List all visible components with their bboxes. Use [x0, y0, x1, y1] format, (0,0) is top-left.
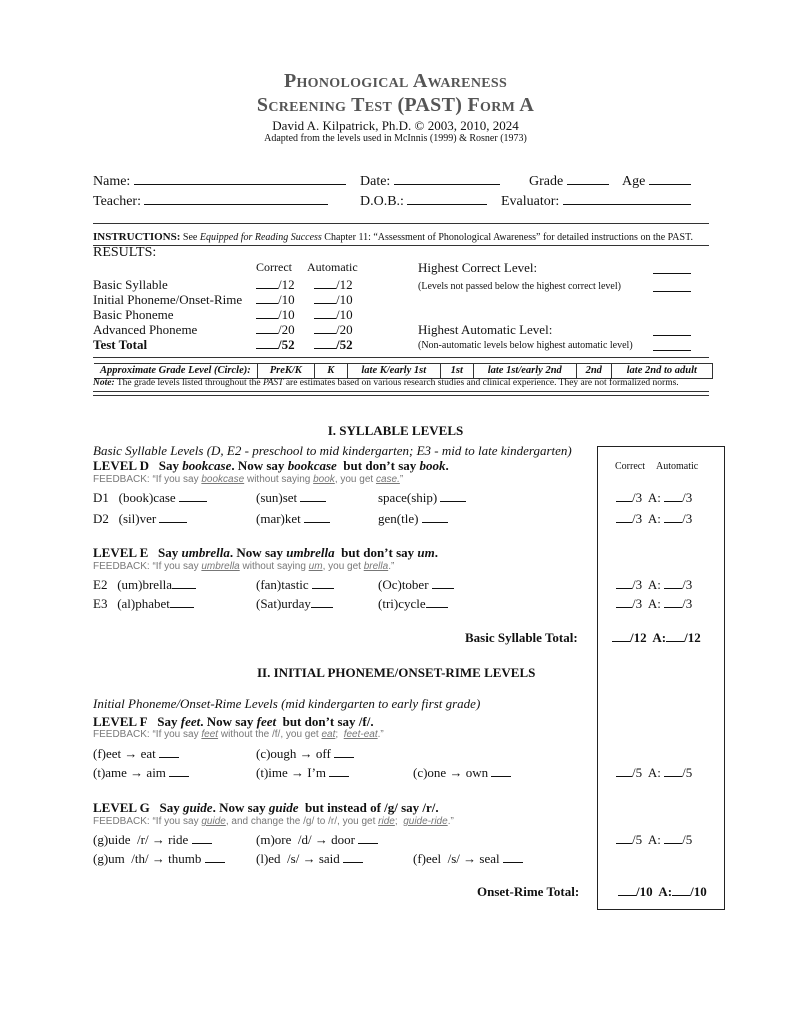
item-cell[interactable]: (fan)tastic [256, 577, 334, 593]
item-cell[interactable]: (l)ed /s/ → said [256, 851, 363, 867]
level-g-feedback: FEEDBACK: “If you say guide, and change the /g/ to /r/, you get ride; guide-ride.” [93, 816, 454, 827]
divider [93, 245, 709, 246]
section-1-heading: I. SYLLABLE LEVELS [327, 423, 464, 438]
adapted-line: Adapted from the levels used in McInnis (1999) & Rosner (1973) [264, 133, 527, 144]
highest-correct-note: (Levels not passed below the highest correct level) [418, 281, 621, 292]
item-cell[interactable]: (c)one → own [413, 765, 511, 781]
results-row-name: Basic Syllable [93, 277, 168, 292]
item-score[interactable]: /3 A: /3 [616, 511, 692, 527]
item-cell[interactable]: (mar)ket [256, 511, 330, 527]
item-row: D2 (sil)ver [93, 511, 187, 527]
item-cell[interactable]: (t)ame → aim [93, 765, 189, 781]
date-field[interactable]: Date: [360, 173, 500, 190]
highest-correct-label: Highest Correct Level: [418, 260, 538, 275]
teacher-field[interactable]: Teacher: [93, 193, 328, 210]
highest-correct-blank[interactable] [653, 262, 691, 274]
results-correct-score[interactable]: /10 [256, 307, 295, 323]
results-auto-score[interactable]: /10 [314, 307, 353, 323]
evaluator-field[interactable]: Evaluator: [501, 193, 691, 210]
score-col-automatic: Automatic [656, 461, 699, 472]
author-line: David A. Kilpatrick, Ph.D. © 2003, 2010, 2024 [272, 118, 519, 133]
grade-field[interactable]: Grade [529, 173, 609, 190]
title-line-1: Phonological Awareness [283, 70, 508, 92]
results-row-name: Basic Phoneme [93, 307, 174, 322]
results-correct-score[interactable]: /52 [256, 337, 295, 353]
grade-level-label: Approximate Grade Level (Circle): [94, 363, 257, 379]
item-cell[interactable]: (f)eet → eat [93, 746, 179, 762]
results-auto-score[interactable]: /52 [314, 337, 353, 353]
grade-option[interactable]: late 2nd to adult [612, 363, 713, 379]
results-col-correct: Correct [256, 260, 292, 274]
title-line-2: Screening Test (PAST) Form A [256, 94, 535, 116]
grade-option[interactable]: 2nd [577, 363, 612, 379]
level-f-feedback: FEEDBACK: “If you say feet without the /f/, you get eat; feet-eat.” [93, 729, 384, 740]
item-row: E3 (al)phabet [93, 596, 194, 612]
item-row: D1 (book)case [93, 490, 207, 506]
item-cell[interactable]: (m)ore /d/ → door [256, 832, 378, 848]
divider [93, 395, 709, 396]
highest-correct-blank[interactable] [653, 280, 691, 292]
grade-option[interactable]: late K/early 1st [348, 363, 441, 379]
item-cell[interactable]: gen(tle) [378, 511, 448, 527]
results-auto-score[interactable]: /12 [314, 277, 353, 293]
item-cell[interactable]: (f)eel /s/ → seal [413, 851, 523, 867]
grade-option[interactable]: late 1st/early 2nd [474, 363, 577, 379]
divider [93, 357, 709, 358]
grade-option[interactable]: PreK/K [257, 363, 315, 379]
item-cell[interactable]: (g)um /th/ → thumb [93, 851, 225, 867]
section-2-heading: II. INITIAL PHONEME/ONSET-RIME LEVELS [257, 665, 536, 680]
results-correct-score[interactable]: /20 [256, 322, 295, 338]
note-line: Note: The grade levels listed throughout the PAST are estimates based on various research studies and clinical experience. They are not formalized norms. [93, 378, 679, 388]
item-cell[interactable]: (sun)set [256, 490, 326, 506]
divider [93, 223, 709, 224]
results-row-name: Advanced Phoneme [93, 322, 198, 337]
dob-field[interactable]: D.O.B.: [360, 193, 487, 210]
level-d-instruction: LEVEL D Say bookcase. Now say bookcase but don’t say book. [93, 458, 449, 473]
results-auto-score[interactable]: /20 [314, 322, 353, 338]
results-row-name: Test Total [93, 337, 148, 352]
level-d-feedback: FEEDBACK: “If you say bookcase without saying book, you get case.” [93, 474, 404, 485]
basic-syllable-total-label: Basic Syllable Total: [465, 630, 578, 645]
highest-auto-label: Highest Automatic Level: [418, 322, 553, 337]
onset-rime-total-score[interactable]: /10 A: /10 [618, 884, 707, 900]
results-label: RESULTS: [93, 245, 157, 260]
section-1-subheading: Basic Syllable Levels (D, E2 - preschool to mid kindergarten; E3 - mid to late kindergarten) [93, 443, 572, 458]
age-field[interactable]: Age [622, 173, 691, 190]
basic-syllable-total-score[interactable]: /12 A: /12 [612, 630, 701, 646]
score-col-correct: Correct [615, 461, 645, 472]
item-score[interactable]: /3 A: /3 [616, 596, 692, 612]
level-f-score[interactable]: /5 A: /5 [616, 765, 692, 781]
results-correct-score[interactable]: /12 [256, 277, 295, 293]
level-g-score[interactable]: /5 A: /5 [616, 832, 692, 848]
item-cell[interactable]: (c)ough → off [256, 746, 354, 762]
item-cell[interactable]: (Sat)urday [256, 596, 333, 612]
item-cell[interactable]: (g)uide /r/ → ride [93, 832, 212, 848]
item-cell[interactable]: (t)ime → I’m [256, 765, 349, 781]
level-e-instruction: LEVEL E Say umbrella. Now say umbrella but don’t say um. [93, 545, 438, 560]
results-auto-score[interactable]: /10 [314, 292, 353, 308]
instructions: INSTRUCTIONS: See Equipped for Reading Success Chapter 11: “Assessment of Phonological Awareness” for detailed instructions on the PAST. [93, 231, 693, 243]
item-cell[interactable]: space(ship) [378, 490, 466, 506]
results-correct-score[interactable]: /10 [256, 292, 295, 308]
item-score[interactable]: /3 A: /3 [616, 577, 692, 593]
grade-option[interactable]: K [315, 363, 348, 379]
grade-option[interactable]: 1st [441, 363, 474, 379]
level-g-instruction: LEVEL G Say guide. Now say guide but instead of /g/ say /r/. [93, 800, 439, 815]
highest-auto-blank[interactable] [653, 324, 691, 336]
results-col-automatic: Automatic [307, 260, 358, 274]
divider [93, 391, 709, 392]
onset-rime-total-label: Onset-Rime Total: [477, 884, 580, 899]
grade-level-bar [94, 363, 713, 379]
item-score[interactable]: /3 A: /3 [616, 490, 692, 506]
highest-auto-blank[interactable] [653, 339, 691, 351]
highest-auto-note: (Non-automatic levels below highest automatic level) [418, 340, 633, 351]
level-e-feedback: FEEDBACK: “If you say umbrella without saying um, you get brella.” [93, 561, 395, 572]
item-row: E2 (um)brella [93, 577, 196, 593]
item-cell[interactable]: (tri)cycle [378, 596, 448, 612]
item-cell[interactable]: (Oc)tober [378, 577, 454, 593]
results-row-name: Initial Phoneme/Onset-Rime [93, 292, 243, 307]
name-field[interactable]: Name: [93, 173, 346, 190]
level-f-instruction: LEVEL F Say feet. Now say feet but don’t say /f/. [93, 714, 374, 729]
section-2-subheading: Initial Phoneme/Onset-Rime Levels (mid kindergarten to early first grade) [93, 696, 481, 711]
